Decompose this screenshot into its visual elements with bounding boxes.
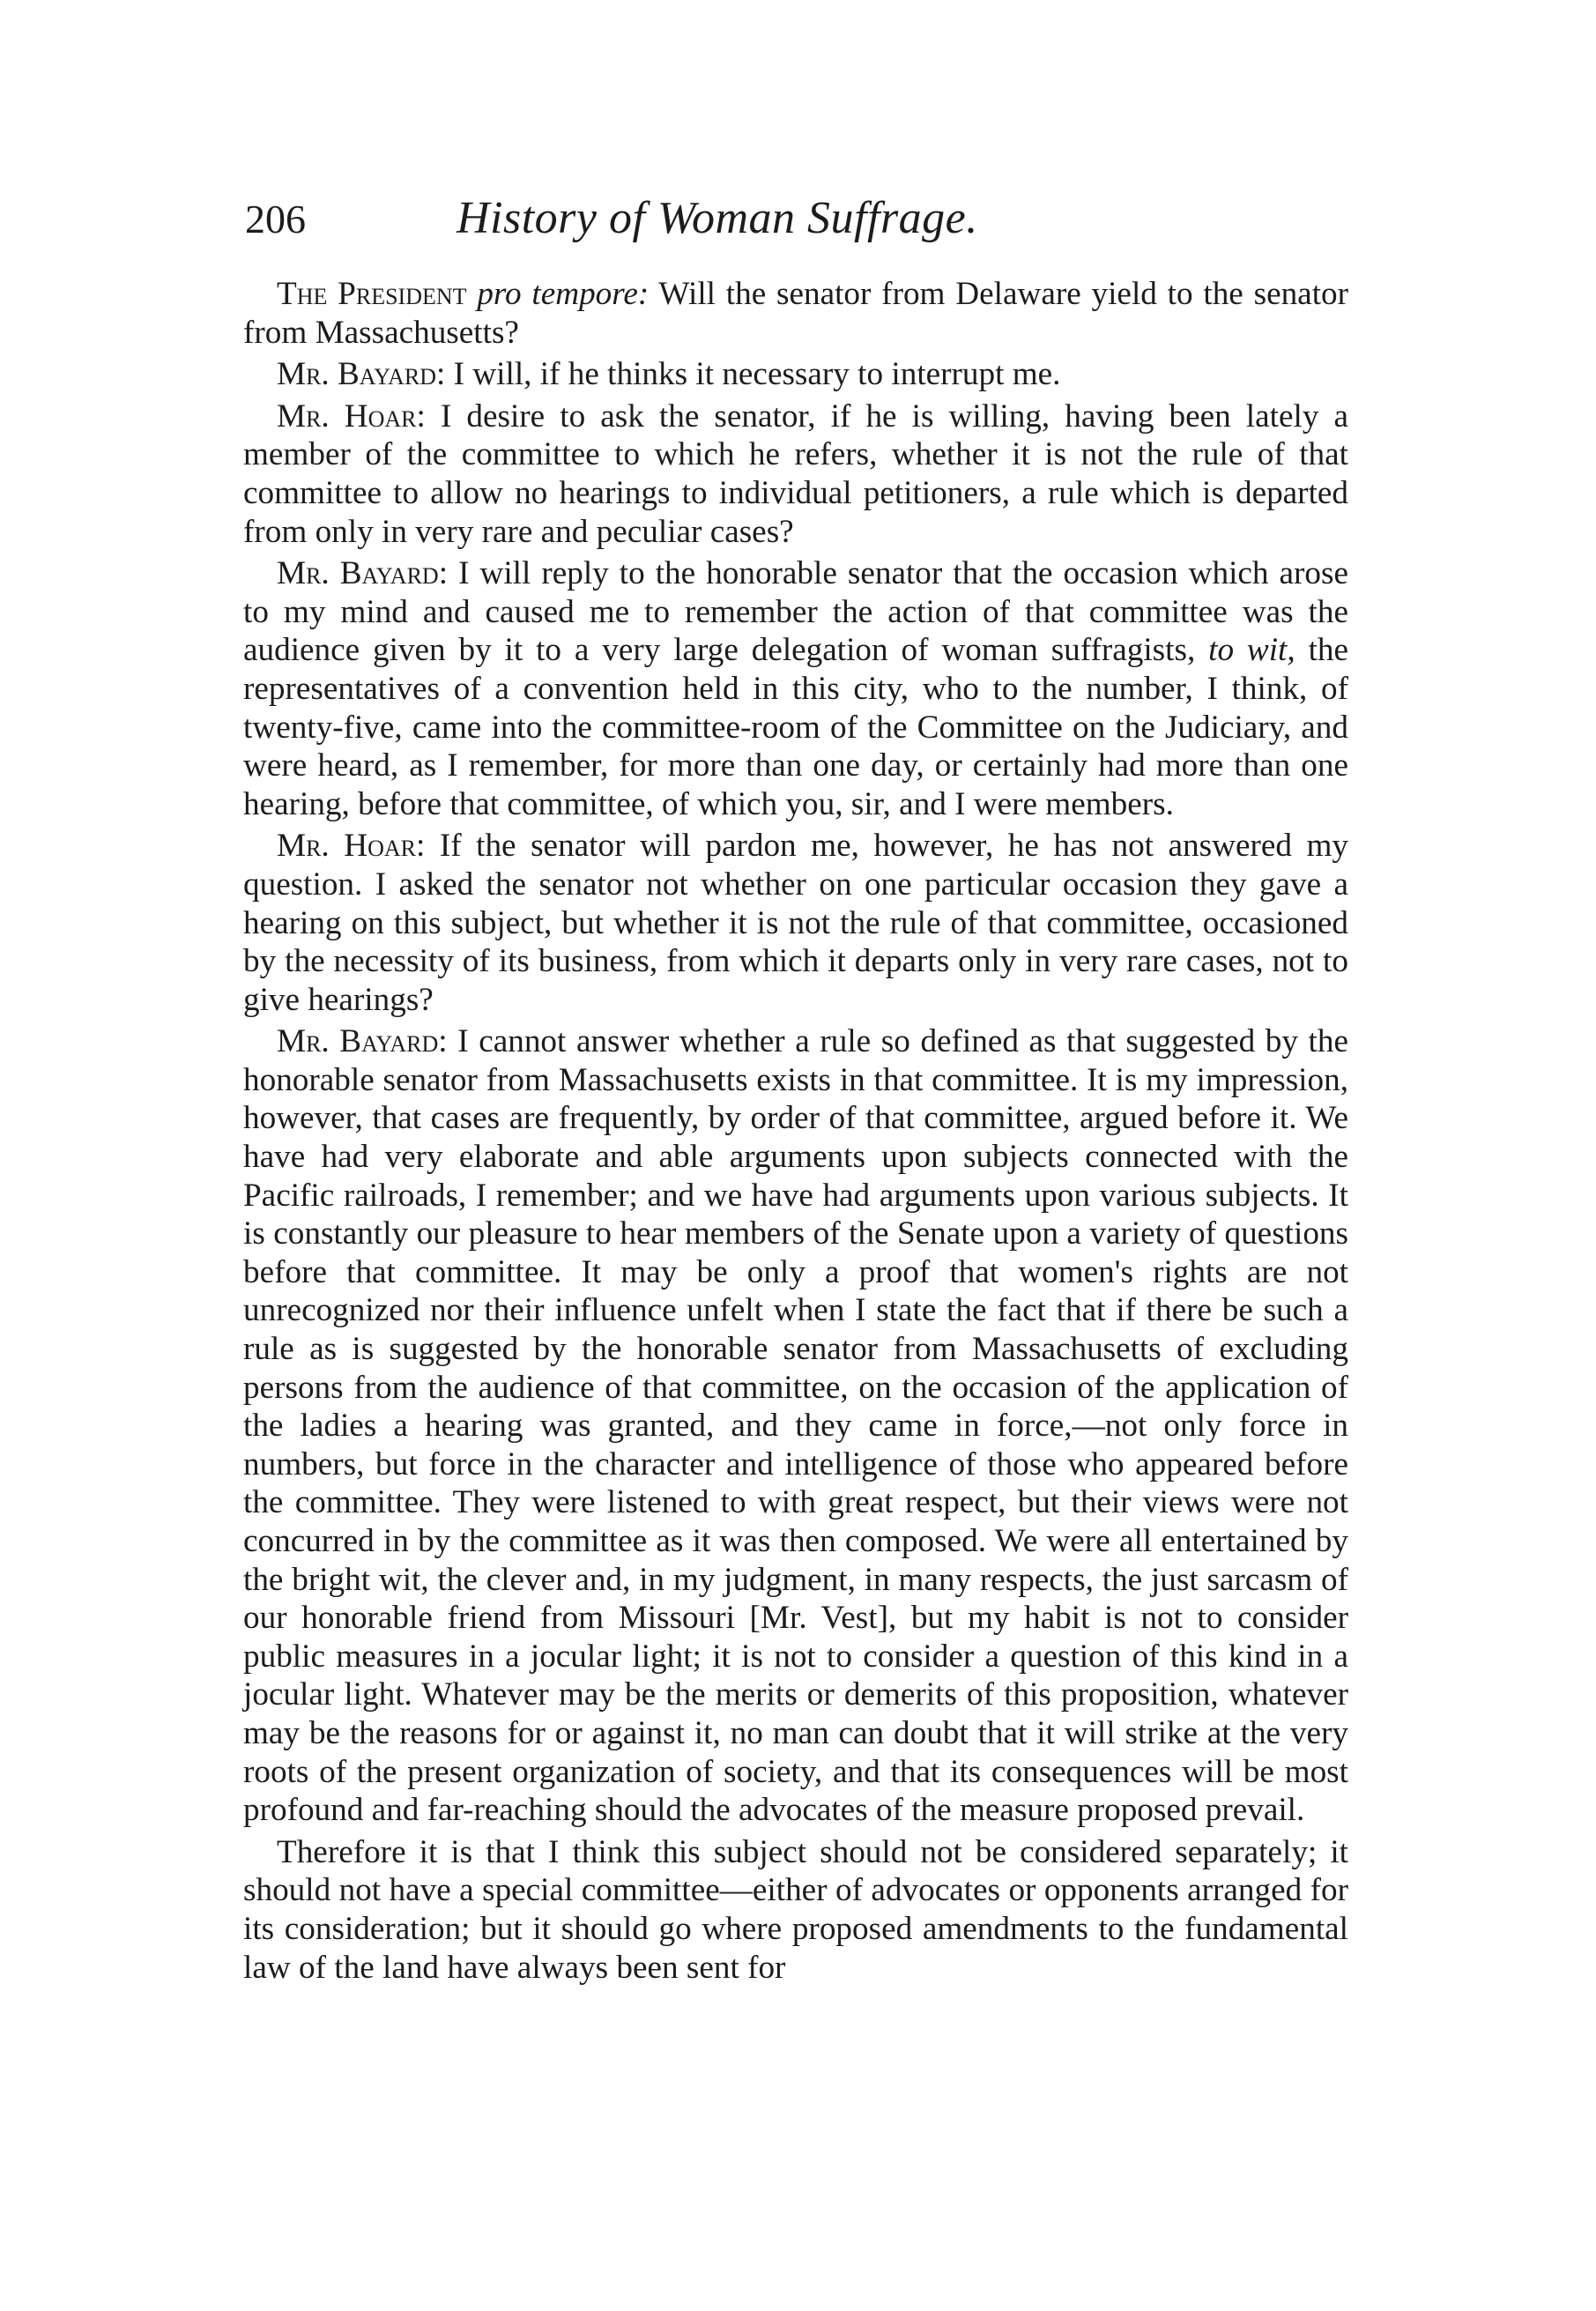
paragraph [243,275,1348,352]
speaker-name: The President [277,276,467,312]
paragraph-text: I will, if he thinks it necessary to interrupt me. [453,356,1061,393]
paragraph-text: I desire to ask the senator, if he is willing, having been lately a member of the committee to which he refers, whether it is not the rule of that committee to allow no hearings to individual petitioners, a rule which is departed from only in very rare and peculiar cases? [243,398,1348,550]
paragraph-text: Therefore it is that I think this subject should not be considered separately; it should not have a special committee—either of advocates or opponents arranged for its consideration; but it should go where proposed amendments to the fundamental law of the land have always been sent for [243,1833,1348,1986]
paragraph-text: Will the senator from Delaware yield to the senator from Massachusetts? [243,276,1348,351]
speaker-name: Mr. Bayard: [277,356,446,393]
speaker-name: Mr. Hoar: [277,398,426,435]
paragraph [243,1022,1348,1829]
paragraph [243,554,1348,823]
italic-phrase: to wit, [1208,632,1295,669]
page-number: 206 [245,197,306,242]
speaker-qualifier: pro tempore: [477,276,650,312]
speaker-name: Mr. Hoar: [277,828,426,865]
speaker-name: Mr. Bayard: [277,1023,448,1060]
paragraph-text: I cannot answer whether a rule so defined as that suggested by the honorable senator from Massachusetts exists in that committee. It is my impression, however, that cases are frequently, by order of that committee, argued before it. We have had very elaborate and able arguments upon subjects connected with the Pacific railroads, I remember; and we have had arguments upon various subjects. It is constantly our pleasure to hear members of the Senate upon a variety of questions before that committee. It may be only a proof that women's rights are not unrecognized nor their influence unfelt when I state the fact that if there be such a rule as is suggested by the honorable senator from Massachusetts of excluding persons from the audience of that committee, on the occasion of the application of the ladies a hearing was granted, and they came in force,—not only force in numbers, but force in the character and intelligence of those who appeared before the committee. They were listened to with great respect, but their views were not concurred in by the committee as it was then composed. We were all entertained by the bright wit, the clever and, in my judgment, in many respects, the just sarcasm of our honorable friend from Missouri [Mr. Vest], but my habit is not to consider public measures in a jocular light; it is not to consider a question of this kind in a jocular light. Whatever may be the merits or demerits of this proposition, whatever may be the reasons for or against it, no man can doubt that it will strike at the very roots of the present organization of society, and that its consequences will be most profound and far-reaching should the advocates of the measure proposed prevail. [243,1023,1348,1829]
paragraph [243,355,1348,394]
running-title: History of Woman Suffrage. [457,193,978,243]
paragraph [243,1833,1348,1987]
page-header [245,192,1347,244]
body-text [243,275,1348,1990]
paragraph-text: the representatives of a convention held in this city, who to the number, I think, of twenty-five, came into the committee-room of the Committee on the Judiciary, and were heard, as I remember, for more than one day, or certainly had more than one hearing, before that committee, of which you, sir, and I were members. [243,632,1348,822]
paragraph [243,398,1348,551]
paragraph-text: If the senator will pardon me, however, he has not answered my question. I asked the senator not whether on one particular occasion they gave a hearing on this subject, but whether it is not the rule of that committee, occasioned by the necessity of its business, from which it departs only in very rare cases, not to give hearings? [243,828,1348,1018]
speaker-name: Mr. Bayard: [277,555,449,592]
paragraph [243,827,1348,1019]
paragraph-text: I will reply to the honorable senator that the occasion which arose to my mind and caused me to remember the action of that committee was the audience given by it to a very large delegation of woman suffragists, [243,555,1348,669]
